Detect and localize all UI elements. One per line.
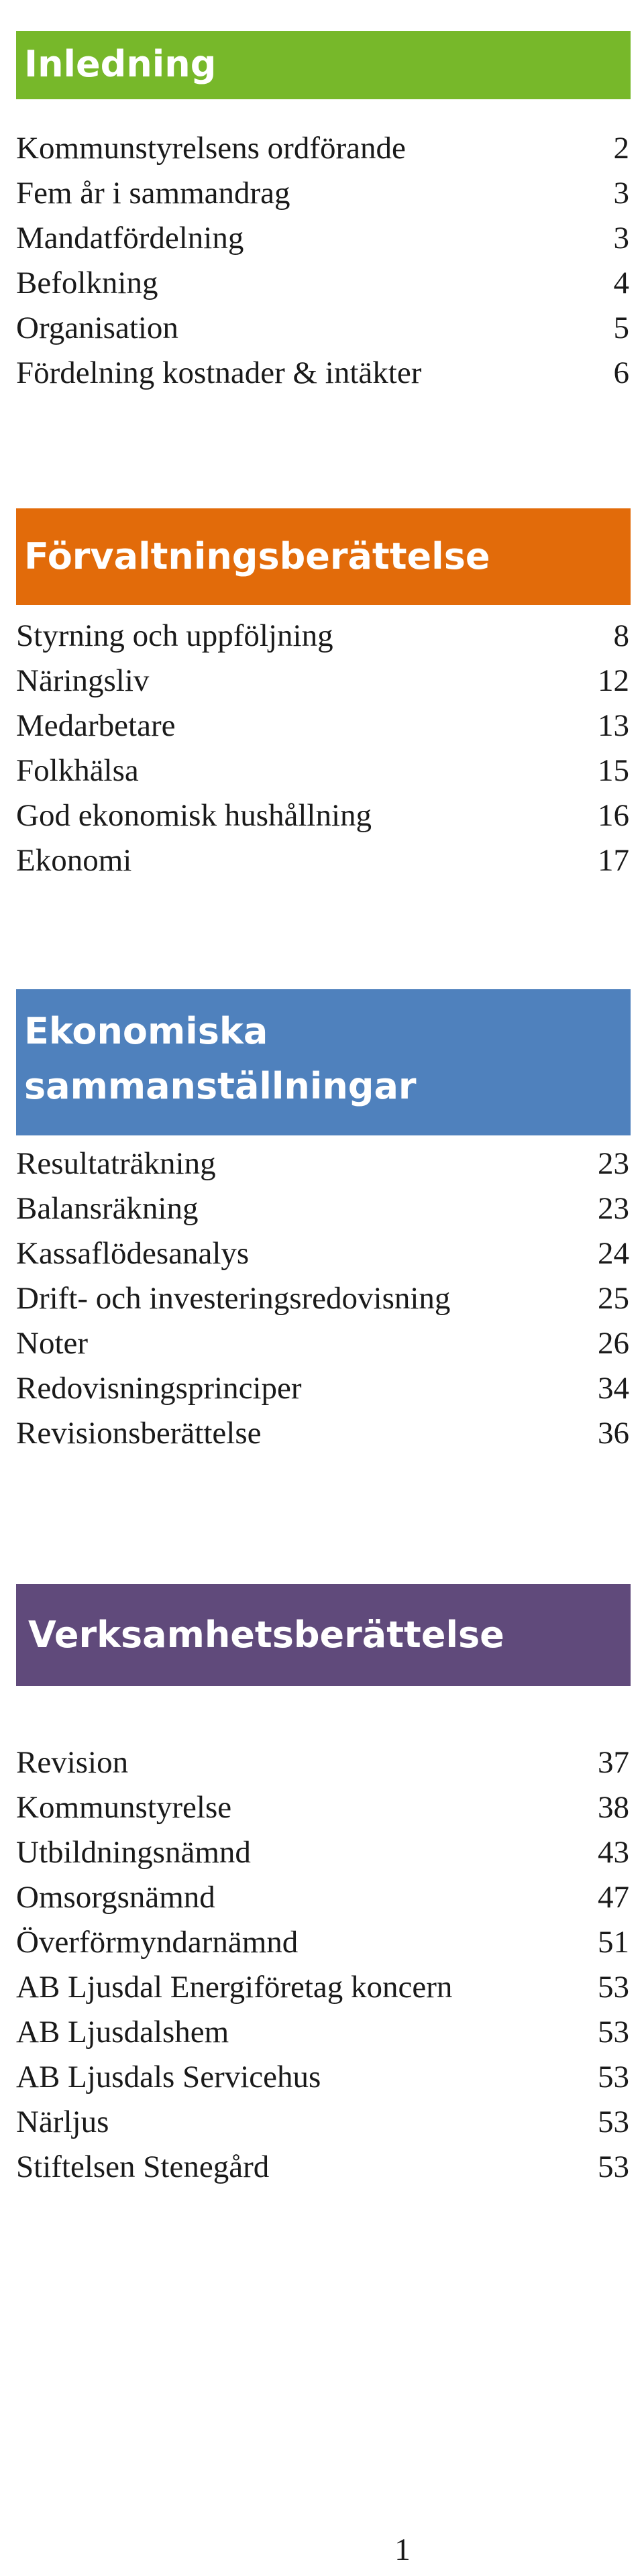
toc-entry-page: 12 [598,663,629,698]
toc-entry-page: 2 [613,131,629,166]
toc-entry[interactable] [16,1740,631,1785]
section-header-inledning [16,31,631,99]
toc-entry[interactable] [16,1321,631,1366]
toc-entry-title: Utbildningsnämnd [16,1835,251,1870]
toc-entry[interactable] [16,793,631,838]
toc-entry-page: 5 [613,311,629,345]
section-inledning [16,31,631,396]
toc-entry-title: AB Ljusdal Energiföretag koncern [16,1970,453,2005]
toc-entry[interactable] [16,2145,631,2190]
toc-entry-page: 8 [613,618,629,653]
toc-entry-page: 53 [598,2060,629,2094]
toc-entry[interactable] [16,2100,631,2145]
footer-page-number: 1 [394,2532,411,2567]
toc-entry-page: 24 [598,1236,629,1271]
toc-list [16,614,631,883]
toc-entry-title: Noter [16,1326,89,1361]
section-ekonomiska-sammanstallningar [16,989,631,1456]
toc-entry-page: 34 [598,1371,629,1406]
toc-entry[interactable] [16,1920,631,1965]
toc-entry-page: 3 [613,221,629,256]
toc-entry-page: 37 [598,1745,629,1780]
toc-entry-page: 4 [613,266,629,300]
toc-entry[interactable] [16,1965,631,2010]
toc-entry-title: AB Ljusdals Servicehus [16,2060,321,2094]
toc-entry[interactable] [16,1366,631,1411]
toc-entry[interactable] [16,1276,631,1321]
toc-entry[interactable] [16,1231,631,1276]
toc-entry-title: Stiftelsen Stenegård [16,2149,270,2184]
toc-entry-page: 51 [598,1925,629,1960]
toc-entry[interactable] [16,306,631,351]
toc-entry-title: Medarbetare [16,708,176,743]
toc-entry-title: Redovisningsprinciper [16,1371,302,1406]
toc-entry-title: Ekonomi [16,843,132,878]
toc-entry-page: 38 [598,1790,629,1825]
toc-entry[interactable] [16,1785,631,1830]
toc-entry[interactable] [16,2010,631,2055]
toc-entry-title: Närljus [16,2105,109,2139]
section-header-label: Verksamhetsberättelse [28,1614,504,1656]
toc-entry[interactable] [16,351,631,396]
toc-entry-title: Revisionsberättelse [16,1416,262,1451]
section-header-forvaltningsberattelse [16,508,631,605]
toc-entry-page: 36 [598,1416,629,1451]
toc-entry-page: 16 [598,798,629,833]
section-header-label-line2: sammanställningar [24,1065,417,1107]
toc-entry-title: Folkhälsa [16,753,139,788]
toc-entry-page: 53 [598,1970,629,2005]
toc-entry[interactable] [16,659,631,704]
toc-entry-page: 15 [598,753,629,788]
section-header-label: Inledning [24,43,217,85]
toc-entry-title: Kommunstyrelse [16,1790,232,1825]
toc-entry-title: Mandatfördelning [16,221,244,256]
toc-entry-title: Fem år i sammandrag [16,176,290,211]
toc-entry-page: 26 [598,1326,629,1361]
toc-entry-title: Näringsliv [16,663,150,698]
toc-entry-title: Kommunstyrelsens ordförande [16,131,406,166]
toc-entry-title: Befolkning [16,266,158,300]
toc-entry[interactable] [16,704,631,748]
toc-entry-page: 23 [598,1191,629,1226]
toc-entry-page: 13 [598,708,629,743]
section-verksamhetsberattelse [16,1584,631,2190]
toc-entry-page: 53 [598,2105,629,2139]
toc-entry-page: 6 [613,355,629,390]
section-header-verksamhetsberattelse [16,1584,631,1686]
toc-entry-title: Balansräkning [16,1191,199,1226]
toc-entry[interactable] [16,126,631,171]
toc-entry-page: 25 [598,1281,629,1316]
toc-entry-title: Styrning och uppföljning [16,618,333,653]
toc-entry-page: 3 [613,176,629,211]
section-header-ekonomiska-sammanstallningar [16,989,631,1135]
toc-entry-title: God ekonomisk hushållning [16,798,372,833]
section-header-label-line1: Ekonomiska [24,1010,268,1052]
toc-entry-title: Kassaflödesanalys [16,1236,250,1271]
toc-entry-page: 53 [598,2015,629,2050]
toc-entry[interactable] [16,1411,631,1456]
toc-list [16,126,631,396]
toc-entry-title: Omsorgsnämnd [16,1880,215,1915]
toc-entry[interactable] [16,614,631,659]
toc-entry[interactable] [16,171,631,216]
toc-entry[interactable] [16,261,631,306]
toc-entry[interactable] [16,1830,631,1875]
toc-list [16,1740,631,2190]
toc-entry[interactable] [16,838,631,883]
toc-entry-page: 43 [598,1835,629,1870]
toc-entry-page: 47 [598,1880,629,1915]
toc-entry[interactable] [16,1141,631,1186]
toc-entry-page: 17 [598,843,629,878]
toc-entry-title: Drift- och investeringsredovisning [16,1281,451,1316]
toc-entry-title: Överförmyndarnämnd [16,1925,299,1960]
toc-entry[interactable] [16,748,631,793]
toc-entry[interactable] [16,1875,631,1920]
section-header-label: Förvaltningsberättelse [24,535,490,577]
toc-entry-title: Resultaträkning [16,1146,216,1181]
toc-entry[interactable] [16,216,631,261]
toc-entry-title: Organisation [16,311,178,345]
toc-entry-title: Fördelning kostnader & intäkter [16,355,422,390]
toc-entry-title: Revision [16,1745,129,1780]
section-forvaltningsberattelse [16,508,631,883]
toc-entry[interactable] [16,1186,631,1231]
toc-entry-page: 53 [598,2149,629,2184]
toc-entry-page: 23 [598,1146,629,1181]
toc-entry-title: AB Ljusdalshem [16,2015,229,2050]
toc-entry[interactable] [16,2055,631,2100]
toc-list [16,1141,631,1456]
